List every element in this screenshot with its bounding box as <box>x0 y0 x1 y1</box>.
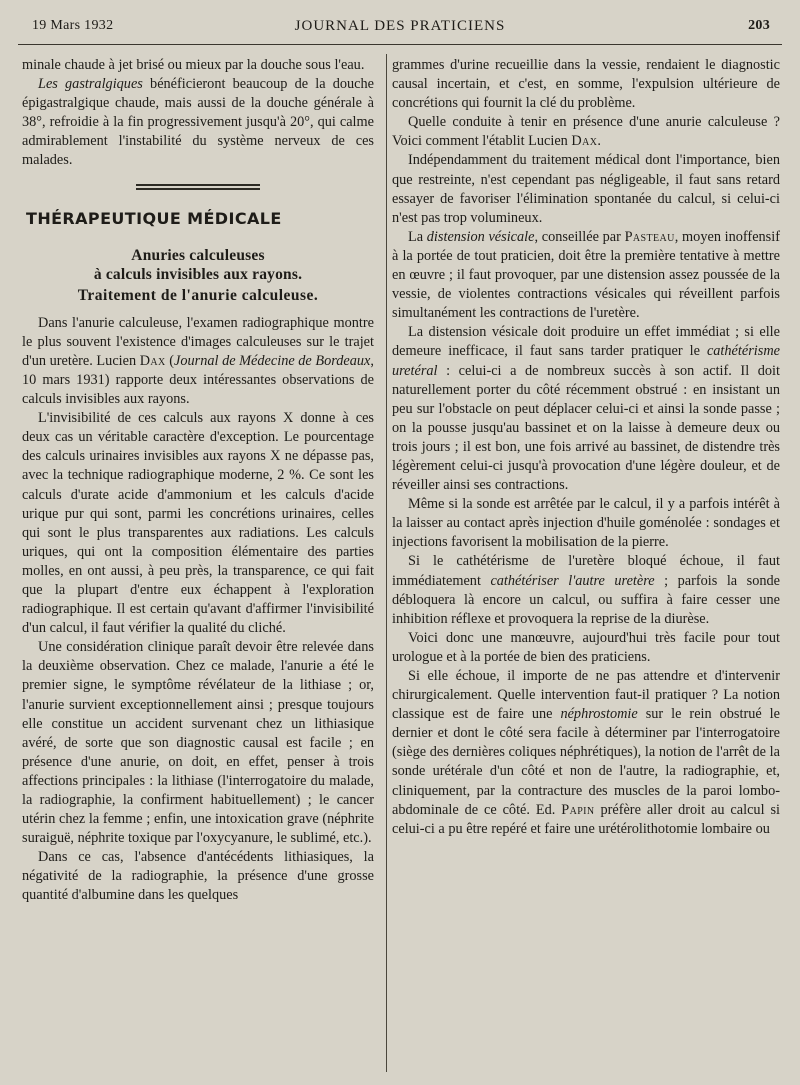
paragraph: Si elle échoue, il importe de ne pas attendre et d'intervenir chirurgicalement. Quelle intervention faut-il pratiquer ? La notion classique est de faire une néphrostomie sur le rein obstrué le dernier et dont le côté sera facile à déterminer par l'interrogatoire (siège des dernières coliques néphrétiques), la notion de l'arrêt de la sonde urétérale d'un côté et non de l'autre, la radiographie, et, cliniquement, par la contracture des muscles de la paroi lombo-abdominale de ce côté. Ed. Papin préfère aller droit au calcul si celui-ci a pu être repéré et faire une urétérolithotomie lombaire ou <box>392 668 780 837</box>
paragraph: grammes d'urine recueillie dans la vessie, rendaient le diagnostic causal incertain, et c'est, en somme, l'expulsion ultérieure de concrétions qui fournit la clé du problème. <box>392 57 780 112</box>
paragraph: Les gastralgiques bénéficieront beaucoup de la douche épigastralgique chaude, mais aussi de la douche générale à 38°, refroidie à la fin progressivement jusqu'à 20°, qui calme admirablement l'instabilité du système nerveux de ces malades. <box>22 76 374 169</box>
emphasis-term: cathétérisme uretéral <box>392 343 780 379</box>
author-name: Papin <box>561 801 595 818</box>
paragraph: Voici donc une manœuvre, aujourd'hui très facile pour tout urologue et à la portée de bien des praticiens. <box>392 629 780 665</box>
right-column <box>392 56 780 839</box>
paragraph: Indépendamment du traitement médical dont l'importance, bien que restreinte, n'est cependant pas négligeable, il faut sans retard essayer de favoriser l'élimination spontanée du calcul, si celui-ci n'est pas trop volumineux. <box>392 152 780 226</box>
article-title-line-1: Anuries calculeuses <box>131 246 265 264</box>
header-rule <box>18 44 782 45</box>
column-divider <box>386 54 387 1072</box>
left-column <box>22 56 374 906</box>
journal-reference: Journal de Médecine de Bordeaux <box>174 352 371 369</box>
emphasis-term: néphrostomie <box>560 706 638 723</box>
paragraph: Si le cathétérisme de l'uretère bloqué échoue, il faut immédiatement cathétériser l'autre uretère ; parfois la sonde débloquera là encore un calcul, ou suffira à faire cesser une inhibition réflexe et provoquera la reprise de la diurèse. <box>392 553 780 627</box>
emphasis-term: Les gastralgiques <box>38 76 143 93</box>
paragraph: Même si la sonde est arrêtée par le calcul, il y a parfois intérêt à la laisser au contact après injection d'huile goménolée : sondages et injections favorisent la mobilisation de la pierre. <box>392 496 780 551</box>
running-head <box>20 18 780 40</box>
author-name: Pasteau <box>624 228 675 245</box>
paragraph: Quelle conduite à tenir en présence d'une anurie calculeuse ? Voici comment l'établit Lucien Dax. <box>392 114 780 150</box>
paragraph: La distension vésicale doit produire un effet immédiat ; si elle demeure inefficace, il faut sans tarder pratiquer le cathétérisme uretéral : celui-ci a de nombreux succès à son actif. Il doit naturellement porter du côté récemment obstrué : en insistant un peu sur l'obstacle on peut déplacer celui-ci et ainsi la sonde passe ; on la pousse jusqu'au bassinet et on la laisse à demeure deux ou trois jours ; il est bon, une fois arrivé au bassinet, de distendre très légèrement celui-ci jusqu'à provocation d'une légère douleur, et de réveiller ainsi ses contractions. <box>392 324 780 494</box>
emphasis-term: distension vésicale <box>426 228 535 245</box>
page-number: 203 <box>748 18 770 33</box>
emphasis-term: cathétériser l'autre uretère <box>490 572 655 589</box>
paragraph: Dans ce cas, l'absence d'antécédents lithiasiques, la négativité de la radiographie, la présence d'une grosse quantité d'albumine dans les quelques <box>22 849 374 904</box>
paragraph: L'invisibilité de ces calculs aux rayons X donne à ces deux cas un véritable caractère d'exception. Le pourcentage des calculs urinaires invisibles aux rayons X ne dépasse pas, avec la technique radiographique moderne, 2 %. Ce sont les calculs d'urate acide d'ammonium et les calculs d'acide urique pur qui sont, parmi les concrétions urinaires, celles qui sont le plus transparentes aux radiations. Les calculs uriques, qui ont la composition élémentaire des parties molles, en ont aussi, à peu près, la transparence, ce qui fait que la plupart d'entre eux échappent à l'exploration radiographique. Il est certain qu'avant d'affirmer l'invisibilité d'un calcul, il faut vérifier la qualité du cliché. <box>22 410 374 637</box>
paragraph: Une considération clinique paraît devoir être relevée dans la deuxième observation. Chez ce malade, l'anurie a été le premier signe, le symptôme révélateur de la lithiase ; or, l'anurie survient exceptionnellement ainsi ; presque toujours elle constitue un accident survenant chez un lithiasique avéré, de sorte que son diagnostic causal est facile ; en présence d'une anurie, on doit, en effet, penser à trois affections principales : la lithiase (l'interrogatoire du malade, la radiographie, la confirment habituellement) ; le cancer utérin chez la femme ; enfin, une intoxication grave (néphrite suraiguë, néphrite toxique par l'oxycyanure, le sublimé, etc.). <box>22 639 374 847</box>
issue-date: 19 Mars 1932 <box>32 18 114 33</box>
paragraph: La distension vésicale, conseillée par Pasteau, moyen inoffensif à la portée de tout praticien, doit être la première tentative à mettre en œuvre ; il faut provoquer, par une distension assez poussée de la vessie, de violentes contractions vésicales qui réveillent parfois simultanément les contractions de l'uretère. <box>392 228 780 322</box>
journal-title: JOURNAL DES PRATICIENS <box>294 18 506 34</box>
double-rule-divider <box>136 184 260 190</box>
author-name: Dax <box>571 133 598 150</box>
author-name: Dax <box>139 352 166 369</box>
paragraph: minale chaude à jet brisé ou mieux par la douche sous l'eau. <box>22 57 365 73</box>
article-title-line-2: à calculs invisibles aux rayons. <box>93 265 303 283</box>
section-title: THÉRAPEUTIQUE MÉDICALE <box>26 208 282 228</box>
article-subtitle: Traitement de l'anurie calculeuse. <box>77 286 319 304</box>
paragraph: Dans l'anurie calculeuse, l'examen radiographique montre le plus souvent l'existence d'images calculeuses sur le trajet d'un uretère. Lucien Dax (Journal de Médecine de Bordeaux, 10 mars 1931) rapporte deux intéressantes observations de calculs invisibles aux rayons. <box>22 314 374 408</box>
